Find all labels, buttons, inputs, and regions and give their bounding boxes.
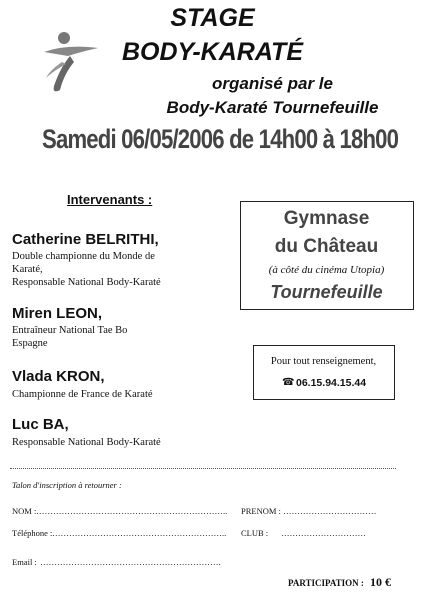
event-date: Samedi 06/05/2006 de 14h00 à 18h00: [42, 124, 399, 154]
speaker-2-desc-2: Espagne: [12, 338, 48, 349]
contact-phone: 06.15.94.15.44: [296, 377, 367, 389]
telephone-label: Téléphone :: [12, 528, 53, 538]
nom-label: NOM :: [12, 506, 37, 516]
venue-line-4: Tournefeuille: [270, 282, 383, 302]
club-label: CLUB :: [241, 528, 269, 538]
venue-line-2: du Château: [274, 236, 379, 257]
venue-box: [240, 201, 414, 310]
speaker-1-desc-1: Double championne du Monde de: [12, 251, 155, 262]
nom-field[interactable]: …………………………………………………………..: [36, 506, 228, 516]
prenom-field[interactable]: ……………………………: [283, 506, 377, 516]
divider: [10, 468, 396, 469]
venue-line-3: (à côté du cinéma Utopia): [268, 264, 385, 276]
club-field[interactable]: …………………………: [281, 528, 366, 538]
contact-box: [253, 345, 395, 400]
telephone-field[interactable]: ……………………………………………………..: [52, 528, 227, 538]
speaker-4-desc-1: Responsable National Body-Karaté: [12, 437, 161, 448]
club-name: Body-Karaté Tournefeuille: [166, 98, 379, 117]
speaker-2-desc-1: Entraîneur National Tae Bo: [12, 325, 128, 336]
participation-price: 10 €: [370, 575, 391, 589]
venue-line-1: Gymnase: [283, 208, 370, 229]
speaker-1-desc-2: Karaté,: [12, 264, 43, 275]
speaker-1-desc-3: Responsable National Body-Karaté: [12, 277, 161, 288]
phone-icon: ☎: [282, 377, 295, 388]
prenom-label: PRENOM :: [241, 506, 281, 516]
speaker-4-name: Luc BA,: [12, 416, 69, 433]
speakers-heading: Intervenants :: [67, 192, 153, 207]
speaker-3-name: Vlada KRON,: [12, 368, 105, 385]
speaker-1-name: Catherine BELRITHI,: [12, 231, 159, 248]
email-field[interactable]: ……………………………………………………….: [40, 557, 221, 567]
organised-by: organisé par le: [212, 74, 333, 93]
title-body-karate: BODY-KARATÉ: [121, 38, 303, 66]
form-heading: Talon d'inscription à retourner :: [12, 480, 122, 490]
title-stage: STAGE: [170, 4, 255, 32]
email-label: Email :: [12, 557, 37, 567]
speaker-2-name: Miren LEON,: [12, 305, 103, 322]
participation-label: PARTICIPATION :: [288, 578, 364, 588]
contact-label: Pour tout renseignement,: [270, 356, 377, 367]
speaker-3-desc-1: Championne de France de Karaté: [12, 389, 153, 400]
